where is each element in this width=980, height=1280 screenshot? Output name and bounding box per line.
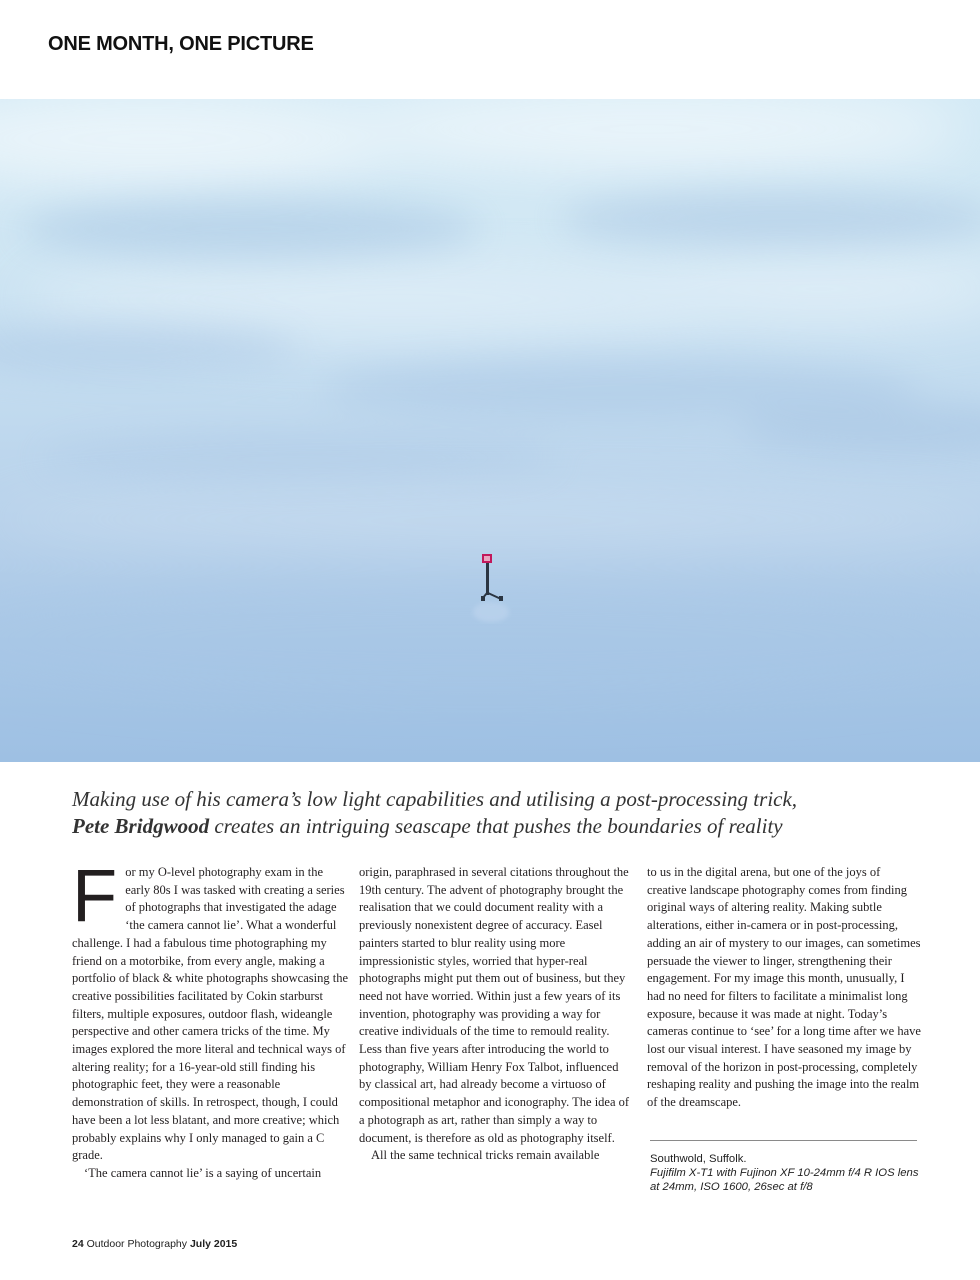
photo-graphic [0,99,980,762]
body-paragraph: or my O-level photography exam in the early 80s I was tasked with creating a series of photographs that investigated the adage ‘the camera cannot lie’. What a wonderful challenge. I had a fabulous time photographing my friend on a motorbike, from every angle, making a portfolio of black & white photographs showcasing the creative possibilities facilitated by Cokin starburst filters, multiple exposures, outdoor flash, wideangle perspective and other camera tricks of the time. My images explored the more literal and technical ways of altering reality; for a 16-year-old still finding his photographic feet, they were a reasonable demonstration of skills. In retrospect, though, I could have been a lot less blatant, and more creative; which probably explains why I only managed to gain a C grade. [72,865,348,1163]
caption-divider [650,1140,917,1141]
caption-specs: Fujifilm X-T1 with Fujinon XF 10-24mm f/4 R IOS lens at 24mm, ISO 1600, 26sec at f/8 [650,1167,919,1193]
body-paragraph: All the same technical tricks remain available [371,1148,600,1163]
author-name: Pete Bridgwood [72,814,210,838]
body-paragraph: ‘The camera cannot lie’ is a saying of uncertain [84,1165,322,1180]
drop-cap: F [72,854,118,937]
standfirst [72,786,892,840]
standfirst-line-2 [72,813,892,840]
section-title: ONE MONTH, ONE PICTURE [48,33,314,55]
body-paragraph: origin, paraphrased in several citations throughout the 19th century. The advent of photography brought the realisation that we could document reality with a previously nonexistent degree of accuracy. Easel painters started to blur reality using more impressionistic styles, worried that hyper-real photographs might put them out of business, but they need not have worried. Within just a few years of its invention, photography was providing a way for creative individuals of the time to remould reality. Less than five years after introducing the world to photography, William Henry Fox Talbot, influenced by classical art, had already become a virtuoso of compositional metaphor and iconography. The idea of a photograph as art, rather than simply a way to document, is therefore as old as photography itself. [359,865,630,1145]
page-number: 24 [72,1238,84,1250]
photo-caption [650,1152,930,1194]
standfirst-line-1: Making use of his camera’s low light capabilities and utilising a post-processing trick, [72,787,798,811]
caption-location: Southwold, Suffolk. [650,1153,747,1165]
body-column-2 [359,864,634,1165]
page-footer [72,1238,237,1250]
seascape-photo [0,99,980,762]
standfirst-line-2-text: creates an intriguing seascape that pushes the boundaries of reality [209,814,783,838]
body-column-3 [647,864,922,1112]
magazine-name: Outdoor Photography [86,1238,188,1250]
issue-date: July 2015 [189,1238,238,1250]
body-column-1 [72,854,348,1183]
body-paragraph: to us in the digital arena, but one of the joys of creative landscape photography comes from finding original ways of altering reality. Making subtle alterations, either in-camera or in post-processing, adding an air of mystery to our images, can sometimes persuade the viewer to linger, strengthening their engagement. For my image this month, unusually, I had no need for filters to facilitate a minimalist long exposure, because it was made at night. Today’s cameras continue to ‘see’ for a long time after we have lost our visual interest. I have seasoned my image by removal of the horizon in post-processing, completely reshaping reality and pushing the image into the realm of the dreamscape. [647,865,921,1110]
